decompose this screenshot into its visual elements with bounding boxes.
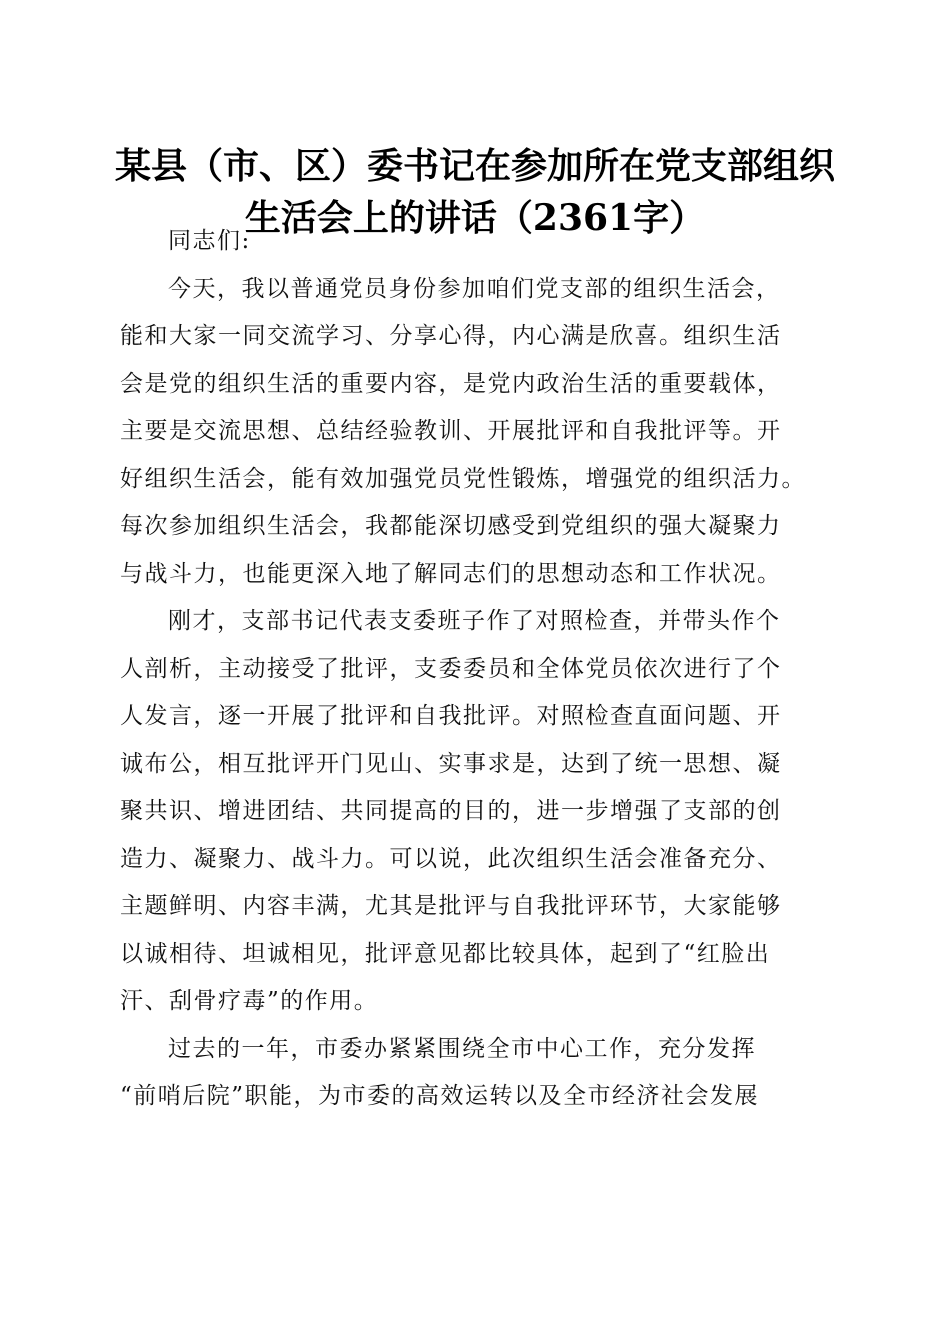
paragraph-line: 聚共识、增进团结、共同提高的目的，进一步增强了支部的创	[120, 798, 782, 824]
paragraph-2	[120, 598, 840, 1026]
document-body	[120, 218, 840, 1121]
title-line-2: 生活会上的讲话（2361字）	[244, 197, 706, 239]
paragraph-3	[120, 1026, 840, 1121]
paragraph-line: 主题鲜明、内容丰满，尤其是批评与自我批评环节，大家能够	[120, 893, 782, 919]
paragraph-line: 主要是交流思想、总结经验教训、开展批评和自我批评等。开	[120, 418, 782, 444]
paragraph-line: 造力、凝聚力、战斗力。可以说，此次组织生活会准备充分、	[120, 845, 782, 872]
paragraph-line: 诚布公，相互批评开门见山、实事求是，达到了统一思想、凝	[120, 750, 782, 777]
paragraph-line: 汗、刮骨疗毒”的作用。	[120, 988, 379, 1014]
paragraph-line: “前哨后院”职能，为市委的高效运转以及全市经济社会发展	[120, 1083, 760, 1109]
paragraph-line: 刚才，支部书记代表支委班子作了对照检查，并带头作个	[168, 608, 781, 634]
title-line-1: 某县（市、区）委书记在参加所在党支部组织	[114, 145, 835, 187]
paragraph-line: 人发言，逐一开展了批评和自我批评。对照检查直面问题、开	[120, 703, 782, 729]
salutation-paragraph	[120, 218, 840, 266]
paragraph-line: 每次参加组织生活会，我都能深切感受到党组织的强大凝聚力	[120, 513, 782, 539]
paragraph-line: 能和大家一同交流学习、分享心得，内心满是欣喜。组织生活	[120, 323, 782, 349]
paragraph-line: 好组织生活会，能有效加强党员党性锻炼，增强党的组织活力。	[120, 465, 806, 492]
paragraph-1	[120, 266, 840, 599]
paragraph-line: 人剖析，主动接受了批评，支委委员和全体党员依次进行了个	[120, 655, 782, 682]
paragraph-line: 与战斗力，也能更深入地了解同志们的思想动态和工作状况。	[120, 560, 782, 587]
paragraph-line: 以诚相待、坦诚相见，批评意见都比较具体，起到了“红脸出	[120, 940, 771, 967]
paragraph-line: 会是党的组织生活的重要内容，是党内政治生活的重要载体，	[120, 370, 782, 397]
paragraph-line: 过去的一年，市委办紧紧围绕全市中心工作，充分发挥	[168, 1035, 756, 1062]
salutation: 同志们:	[168, 228, 251, 254]
paragraph-line: 今天，我以普通党员身份参加咱们党支部的组织生活会，	[168, 275, 781, 302]
